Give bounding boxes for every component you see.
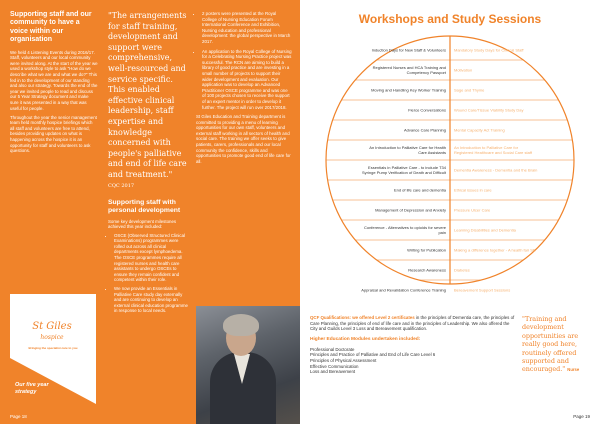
page-number-left: Page 18: [10, 414, 27, 419]
modules-list: [310, 347, 516, 375]
session-label: End of life care and dementia: [393, 187, 446, 193]
session-label: Research Awareness: [408, 267, 446, 273]
five-year-strategy-label: Our five year strategy: [15, 382, 49, 395]
column-2: [108, 11, 190, 317]
session-label: Sage and Thyme: [454, 87, 485, 93]
list-item: Principles of Physical Assessment: [310, 357, 377, 363]
logo-tagline: Bringing the specialist care to you: [28, 346, 78, 350]
nurse-quote-source: Nurse: [567, 367, 580, 373]
cqc-quote: "The arrangements for staff training, development and support were comprehensive, well-resourced and service specific. This enabled effective clinical leadership, staff expertise and knowledge concerned with people's palliative and end of life care and treatment.": [108, 11, 187, 179]
session-label: Learning Disabilities and Dementia: [454, 227, 516, 233]
session-label: Essentials in Palliative Care - to include T34 Syringe Pump Verification of Death and Difficult: [362, 165, 446, 175]
session-label: Registered Nurses and HCA Training and Competency Passport: [372, 65, 446, 75]
session-label: Mental Capacity Act Training: [454, 127, 505, 133]
list-item: Principles and Practice of Palliative and End of Life Care Level 6: [310, 352, 436, 358]
session-label: Pressure Ulcer Care: [454, 207, 491, 213]
listening-events-paragraph: We held 4 Listening Events during 2016/17. Staff, volunteers and our local community were invited along. At the start of the year we used a workshop style to ask "How do we describe what we are and what we do?" This fed in to the development of our standing and also our strategy. Towards the end of the year we invited people to read and discuss our 5 Year Strategy document and make sure it was presented in a way that was useful for people.: [10, 49, 98, 111]
nurse-quote: "Training and development opportunities are really good here, routinely offered supported and encouraged." Nurse: [522, 315, 580, 374]
session-label: Making a difference together - A health fair SB: [454, 247, 536, 253]
qualifications-block: [310, 315, 516, 375]
session-label: Writing for Publication: [407, 247, 446, 253]
workshops-diagram: [300, 34, 600, 314]
list-item: • We now provide an Essentials in Palliative Care study day externally and are continuing to develop an external clinical education programme in response to local needs.: [114, 286, 190, 314]
staff-photo: [196, 306, 300, 424]
session-label: Fierce Conversations: [408, 107, 446, 113]
session-label: Motivation: [454, 67, 473, 73]
personal-development-heading: Supporting staff with personal development: [108, 198, 181, 214]
list-item: Loss and Bereavement: [310, 369, 356, 375]
qcf-paragraph: QCF Qualifications: we offered Level 2 certificates in the principles of Dementia care, the principles of Care Planning, the principles of end of life care and in the principles of Leadership. We also offered the City and Guilds Level 3 Loss and Bereavement qualification.: [310, 315, 515, 332]
session-label: Ethical issues in care: [454, 187, 492, 193]
column-1: [10, 11, 98, 157]
cqc-quote-source: CQC 2017: [108, 182, 135, 189]
education-department-paragraph: St Giles Education and Training department is committed to providing a menu of learning opportunities for our own staff, volunteers and external staff working in all sectors of health and social care. The training we offer seeks to give patients, carers, professionals and our local community the confidence, skills and opportunities to promote good end of life care for all.: [196, 114, 291, 164]
higher-education-heading: Higher Education Modules undertaken included:: [310, 336, 421, 342]
st-giles-logo: St Giles hospice: [32, 321, 72, 341]
right-page: [300, 0, 600, 424]
milestones-intro: Some key development milestones achieved this year included:: [108, 218, 177, 230]
session-label: An Introduction to Palliative Care for Health Care Assistants: [369, 145, 446, 155]
milestones-list: [108, 233, 190, 314]
column-3: [196, 11, 292, 164]
list-item: Professional Doctorate: [310, 346, 355, 352]
list-item: Effective Communication: [310, 363, 359, 369]
session-label: Dementia Awareness - Dementia and the Brain: [454, 167, 538, 173]
session-label: Induction Days for New Staff & Volunteers: [371, 47, 446, 53]
session-label: Advance Care Planning: [403, 127, 446, 133]
achievements-list: [196, 11, 292, 110]
staff-voice-heading: Supporting staff and our community to have a voice within our organisation: [10, 11, 92, 44]
session-label: Conference - Alternatives to opioids for severe pain: [363, 225, 446, 235]
cover-triangle: [10, 358, 96, 404]
session-label: Management of Depression and Anxiety: [375, 207, 446, 213]
strategy-cover-card: [10, 294, 96, 404]
session-label: Diabetes: [454, 267, 470, 273]
session-label: Mandatory Study Days for Clinical Staff: [454, 47, 524, 53]
session-label: Wound Care/Tissue Viability Study Day: [454, 107, 524, 113]
session-label: Bereavement Support Sessions: [454, 287, 511, 293]
session-label: Moving and Handling Key Worker Training: [371, 87, 446, 93]
list-item: • OSCE (Observed Structured Clinical Examinations) programmes were rolled out across all clinical departments except lymphoedema. The OSCE programmes require all registered nurses and health care assistants to undergo OSCEs to ensure they remain confident and competent within their role.: [114, 233, 190, 283]
list-item: • An application to the Royal College of Nursing for a Celebrating Nursing Practice project was successful. The RCN are aiming to build a library of good practice and are investing in a small number of projects to support their wider development and evaluation. Our application was to develop an Advanced Practitioner OSCE programme and was one of 100 projects chosen to receive the support of an expert mentor in order to develop it further. The project will run over 2017/2018.: [202, 49, 292, 111]
briefings-paragraph: Throughout the year the senior management team held monthly hospice briefings which all staff and volunteers are free to attend, besides providing updates on what is happening across the hospice it is an opportunity for staff and volunteers to ask questions.: [10, 114, 97, 154]
session-label: Appraisal and Revalidation Conference Training: [361, 287, 446, 293]
page-number-right: Page 19: [573, 414, 590, 419]
session-label: An Introduction to Palliative Care for Registered Healthcare and Social Care staff: [454, 145, 532, 155]
list-item: • 2 posters were presented at the Royal College of Nursing Education Forum International Conference and Exhibition, Nursing education and professional development: the global perspective in March 2017.: [202, 11, 292, 45]
workshops-title: Workshops and Study Sessions: [358, 12, 542, 26]
